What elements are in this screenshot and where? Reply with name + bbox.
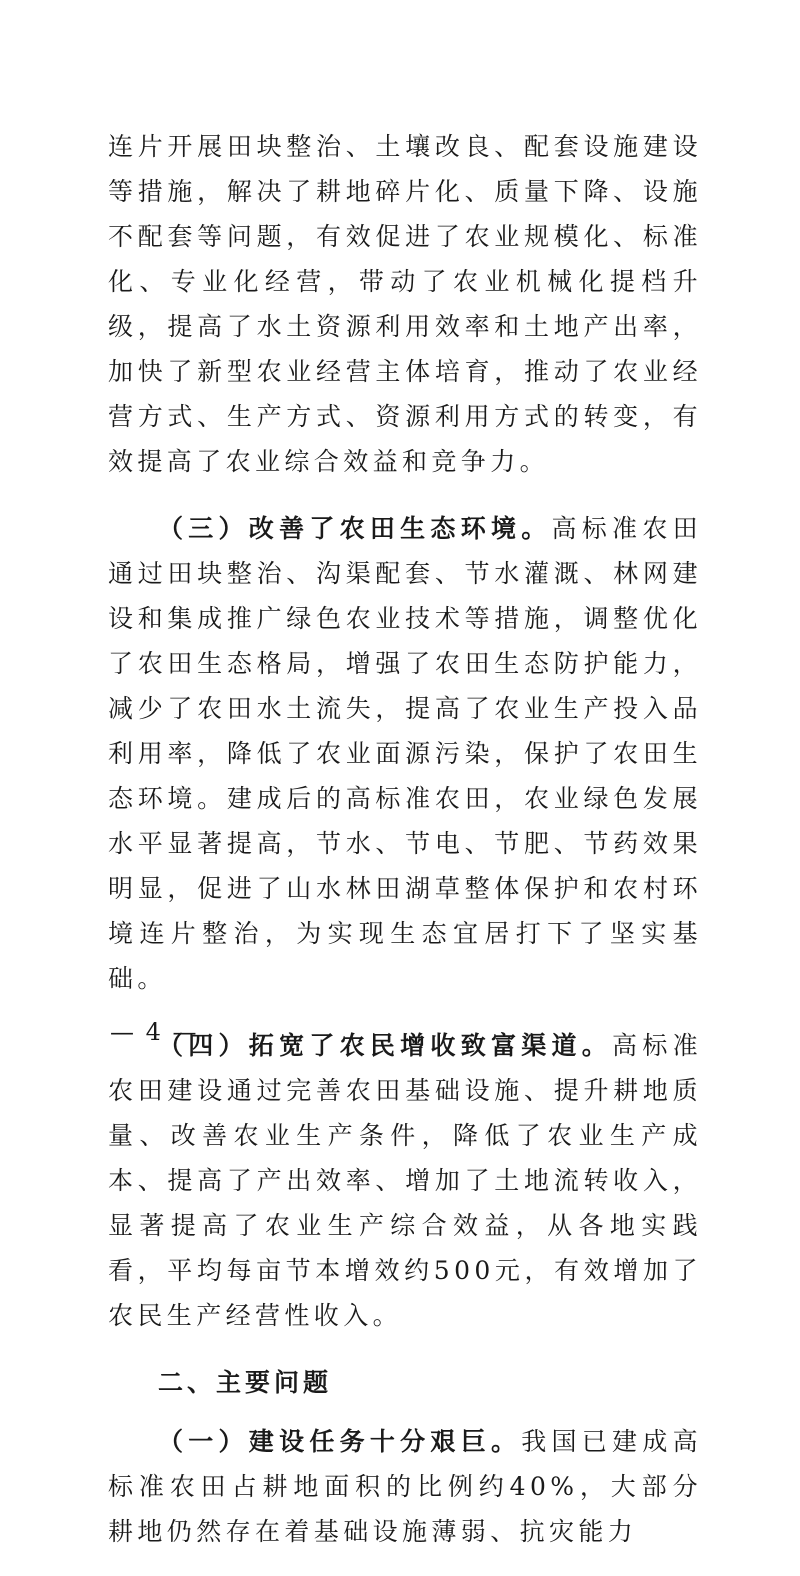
paragraph-text: 连片开展田块整治、土壤改良、配套设施建设等措施，解决了耕地碎片化、质量下降、设施不配套等问题，有效促进了农业规模化、标准化、专业化经营，带动了农业机械化提档升级，提高了水土资源利用效率和土地产出率，加快了新型农业经营主体培育，推动了农业经营方式、生产方式、资源利用方式的转变，有效提高了农业综合效益和竞争力。 [108, 132, 702, 476]
paragraph-continuation [108, 124, 702, 484]
paragraph-title-task: （一）建设任务十分艰巨。 [158, 1427, 522, 1456]
paragraph-ecology [108, 506, 702, 1001]
paragraph-title-income: （四）拓宽了农民增收致富渠道。 [158, 1031, 613, 1060]
paragraph-text-ecology: 高标准农田通过田块整治、沟渠配套、节水灌溉、林网建设和集成推广绿色农业技术等措施，调整优化了农田生态格局，增强了农田生态防护能力，减少了农田水土流失，提高了农业生产投入品利用率，降低了农业面源污染，保护了农田生态环境。建成后的高标准农田，农业绿色发展水平显著提高，节水、节电、节肥、节药效果明显，促进了山水林田湖草整体保护和农村环境连片整治，为实现生态宜居打下了坚实基础。 [108, 514, 702, 993]
document-body [108, 124, 702, 1576]
page-number: — 4 — [110, 1018, 199, 1046]
paragraph-income [108, 1023, 702, 1338]
paragraph-text-task: 我国已建成高标准农田占耕地面积的比例约40%，大部分耕地仍然存在着基础设施薄弱、抗灾能力 [108, 1427, 702, 1546]
paragraph-text-income: 高标准农田建设通过完善农田基础设施、提升耕地质量、改善农业生产条件，降低了农业生产成本、提高了产出效率、增加了土地流转收入，显著提高了农业生产综合效益，从各地实践看，平均每亩节本增效约500元，有效增加了农民生产经营性收入。 [108, 1031, 702, 1330]
paragraph-title-ecology: （三）改善了农田生态环境。 [158, 514, 552, 543]
paragraph-task [108, 1419, 702, 1554]
section-heading-main-problems: 二、主要问题 [158, 1368, 333, 1397]
